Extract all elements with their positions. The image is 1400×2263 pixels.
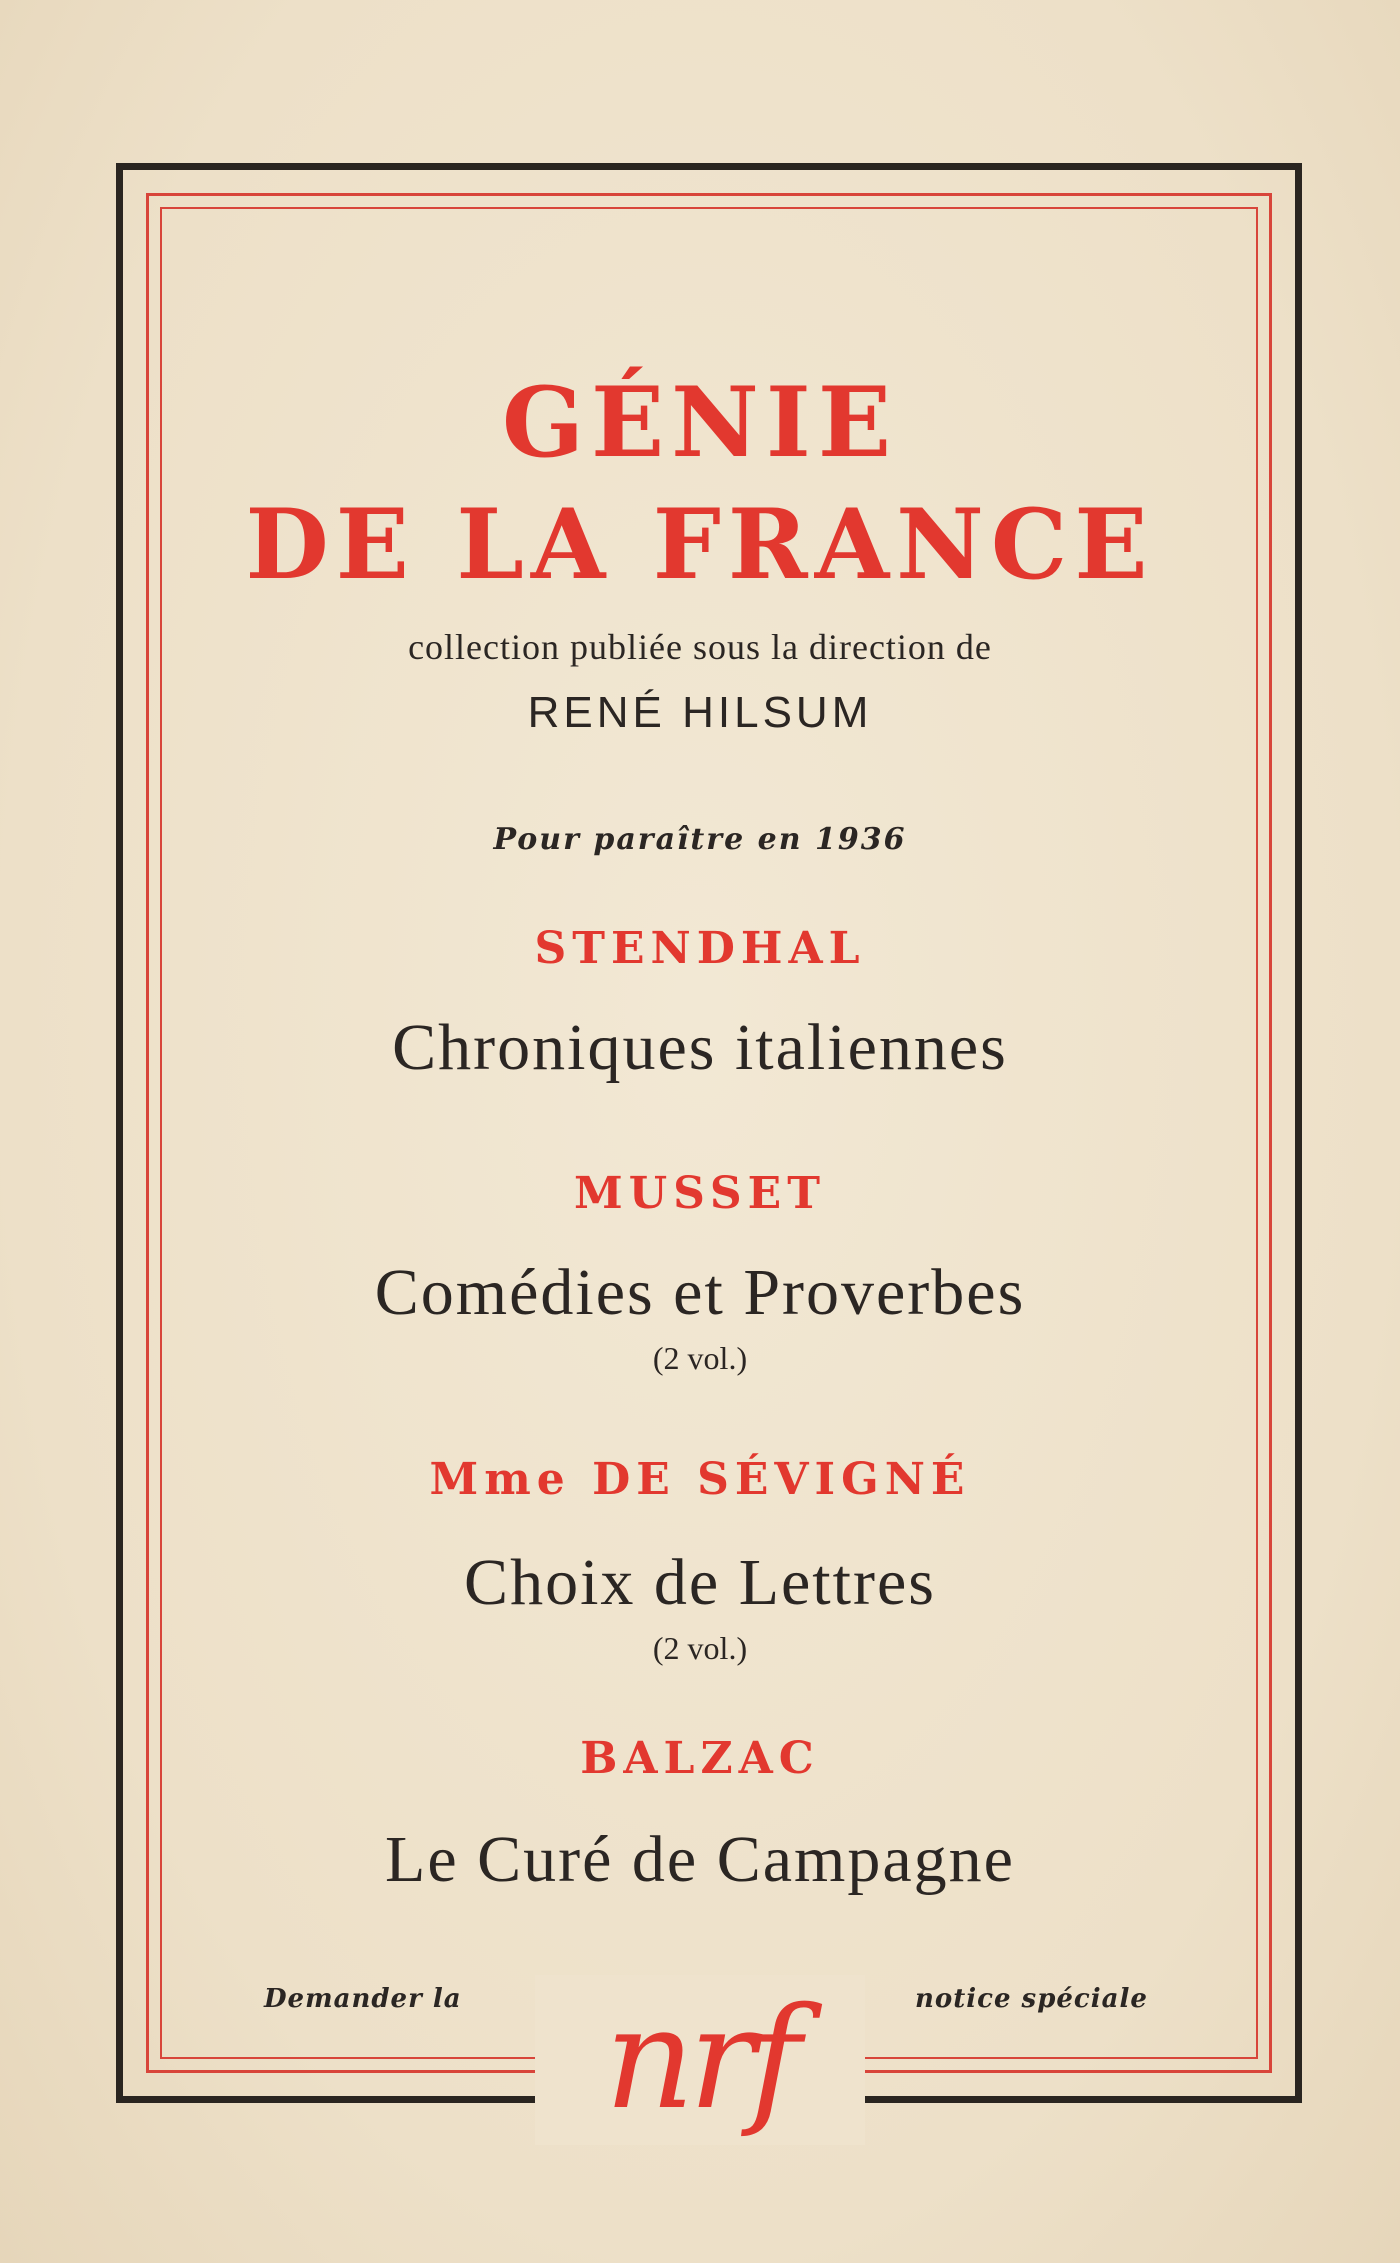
book-title: Le Curé de Campagne [385, 1823, 1015, 1896]
book-title: Choix de Lettres [464, 1546, 936, 1619]
book-volumes: (2 vol.) [652, 1340, 748, 1376]
director-name: RENÉ HILSUM [527, 688, 873, 737]
collection-subtitle: collection publiée sous la direction de [408, 627, 992, 667]
footer-left-text: Demander la [264, 1984, 462, 2014]
book-author: MUSSET [574, 1168, 826, 1219]
publisher-logo-area [535, 1975, 865, 2145]
book-author: BALZAC [580, 1733, 820, 1784]
nrf-logo: nrf [604, 1978, 796, 2141]
book-volumes: (2 vol.) [652, 1630, 748, 1666]
book-author: STENDHAL [534, 923, 866, 974]
book-title: Comédies et Proverbes [374, 1256, 1026, 1329]
announcement: Pour paraître en 1936 [493, 822, 907, 857]
collection-title-line1: GÉNIE [502, 366, 898, 479]
footer-right-text: notice spéciale [915, 1984, 1148, 2014]
collection-title-line2: DE LA FRANCE [245, 488, 1155, 601]
book-title: Chroniques italiennes [392, 1011, 1008, 1084]
book-author: Mme DE SÉVIGNÉ [429, 1454, 971, 1505]
